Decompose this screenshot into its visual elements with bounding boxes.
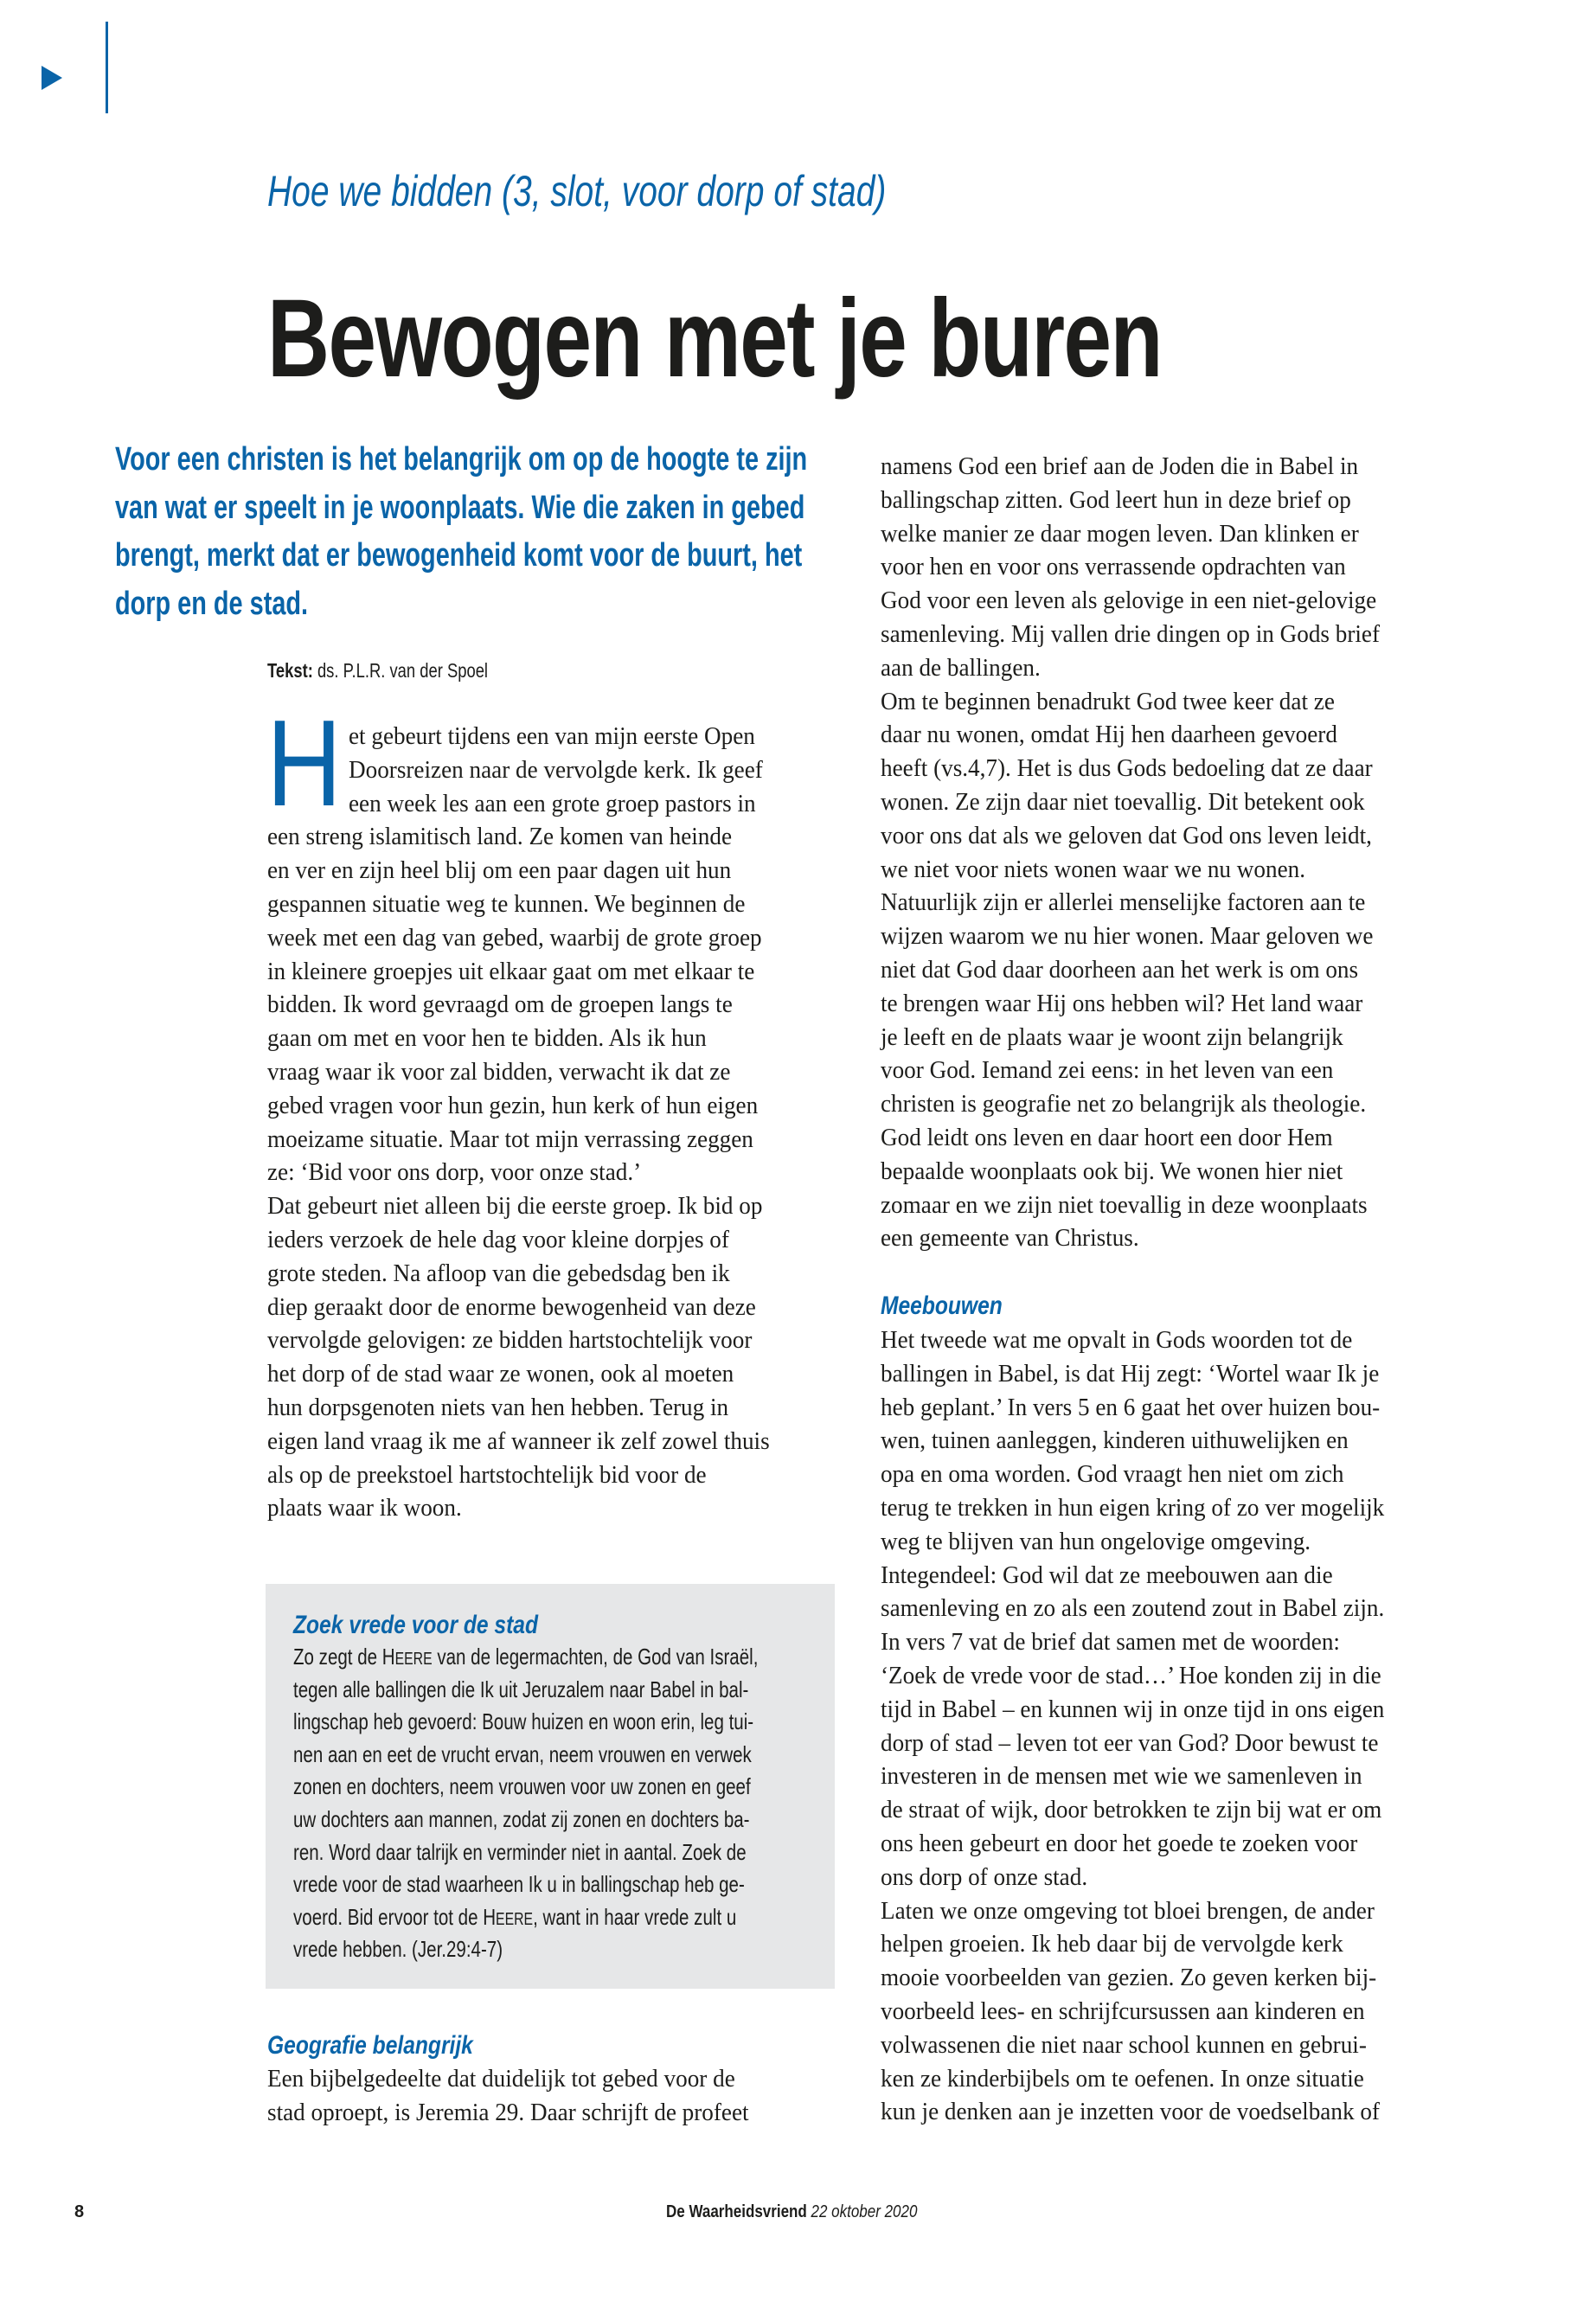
body-line: helpen groeien. Ik heb daar bij de vervolgde kerk: [881, 1931, 1343, 1958]
publication-name: De Waarheidsvriend: [666, 2202, 807, 2221]
body-line: Laten we onze omgeving tot bloei brengen, de ander: [881, 1897, 1375, 1925]
series-kicker: Hoe we bidden (3, slot, voor dorp of stad): [267, 167, 887, 215]
body-line: Een bijbelgedeelte dat duidelijk tot gebed voor de: [267, 2066, 735, 2093]
body-line: christen is geografie net zo belangrijk als theologie.: [881, 1091, 1367, 1118]
body-line: in kleinere groepjes uit elkaar gaat om met elkaar te: [267, 958, 755, 985]
body-line: vervolgde gelovigen: ze bidden hartstochtelijk voor: [267, 1327, 753, 1355]
box-line: uw dochters aan mannen, zodat zij zonen en dochters ba-: [293, 1806, 750, 1832]
body-line: de straat of wijk, door betrokken te zijn bij wat er om: [881, 1797, 1382, 1824]
body-line: ieders verzoek de hele dag voor kleine dorpjes of: [267, 1227, 729, 1253]
body-line: terug te trekken in hun eigen kring of zo ver mogelijk: [881, 1495, 1385, 1522]
body-line: niet dat God daar doorheen aan het werk is om ons: [881, 957, 1359, 984]
body-line: welke manier ze daar mogen leven. Dan klinken er: [881, 520, 1359, 548]
body-line: weg te blijven van hun ongelovige omgeving.: [881, 1528, 1311, 1555]
body-line: stad oproept, is Jeremia 29. Daar schrijft de profeet: [267, 2099, 749, 2126]
body-line: plaats waar ik woon.: [267, 1495, 462, 1522]
box-line: Zo zegt de HEERE van de legermachten, de God van Israël,: [293, 1644, 759, 1670]
body-line: het dorp of de stad waar ze wonen, ook al moeten: [267, 1361, 734, 1388]
body-line: vraag waar ik voor zal bidden, verwacht ik dat ze: [267, 1059, 731, 1086]
body-line: daar nu wonen, omdat Hij hen daarheen gevoerd: [881, 721, 1337, 749]
body-line: en ver en zijn heel blij om een paar dagen uit hun: [267, 857, 732, 885]
section-heading-geografie: Geografie belangrijk: [267, 2031, 473, 2060]
lead-line: Voor een christen is het belangrijk om op de hoogte te zijn: [115, 441, 808, 478]
body-line: Natuurlijk zijn er allerlei menselijke factoren aan te: [881, 889, 1366, 917]
body-line: gespannen situatie weg te kunnen. We beginnen de: [267, 891, 746, 918]
body-line: een gemeente van Christus.: [881, 1225, 1139, 1253]
body-line: voorbeeld lees- en schrijfcursussen aan kinderen en: [881, 1998, 1365, 2025]
body-line: ballingschap zitten. God leert hun in deze brief op: [881, 486, 1351, 514]
body-line: wonen. Ze zijn daar niet toevallig. Dit betekent ook: [881, 789, 1365, 816]
body-line: et gebeurt tijdens een van mijn eerste Open: [349, 723, 755, 750]
body-line: investeren in de mensen met wie we samenleven in: [881, 1763, 1362, 1791]
body-line: zomaar en we zijn niet toevallig in deze woonplaats: [881, 1191, 1368, 1219]
box-line: vrede hebben. (Jer.29:4-7): [293, 1936, 503, 1963]
body-line: hun dorpsgenoten niets van hen hebben. Terug in: [267, 1394, 729, 1421]
body-line: kun je denken aan je inzetten voor de voedselbank of: [881, 2099, 1380, 2126]
body-line: tijd in Babel – en kunnen wij in onze tijd in ons eigen: [881, 1695, 1385, 1723]
body-line: een streng islamitisch land. Ze komen van heinde: [267, 824, 733, 851]
body-line: voor God. Iemand zei eens: in het leven van een: [881, 1057, 1334, 1085]
body-line: ‘Zoek de vrede voor de stad…’ Hoe konden zij in die: [881, 1663, 1381, 1689]
body-line: ze: ‘Bid voor ons dorp, voor onze stad.’: [267, 1159, 642, 1187]
body-line: mooie voorbeelden van gezien. Zo geven kerken bij-: [881, 1965, 1377, 1992]
body-line: ons heen gebeurt en door het goede te zoeken voor: [881, 1830, 1358, 1857]
body-line: Om te beginnen benadrukt God twee keer dat ze: [881, 688, 1335, 715]
sidebar-box-heading: Zoek vrede voor de stad: [293, 1611, 539, 1639]
body-line: volwassenen die niet naar school kunnen en gebrui-: [881, 2031, 1367, 2059]
footer-publication: [666, 2202, 917, 2222]
lead-line: dorp en de stad.: [115, 585, 309, 622]
body-line: voor hen en voor ons verrassende opdrachten van: [881, 554, 1346, 581]
body-line: samenleving. Mij vallen drie dingen op in Gods brief: [881, 621, 1381, 648]
body-line: ballingen in Babel, is dat Hij zegt: ‘Wortel waar Ik je: [881, 1360, 1380, 1388]
box-line: vrede voor de stad waarheen Ik u in ballingschap heb ge-: [293, 1871, 745, 1898]
section-heading-meebouwen: Meebouwen: [881, 1292, 1003, 1320]
box-line: nen aan en eet de vrucht ervan, neem vrouwen en verwek: [293, 1740, 752, 1767]
section-marker-triangle-icon: [42, 66, 62, 90]
byline-label: Tekst:: [267, 659, 313, 682]
body-line: In vers 7 vat de brief dat samen met de woorden:: [881, 1629, 1340, 1657]
body-line: Het tweede wat me opvalt in Gods woorden tot de: [881, 1327, 1353, 1354]
lead-line: van wat er speelt in je woonplaats. Wie die zaken in gebed: [115, 489, 805, 526]
lead-line: brengt, merkt dat er bewogenheid komt voor de buurt, het: [115, 537, 803, 574]
body-line: namens God een brief aan de Joden die in Babel in: [881, 453, 1359, 480]
body-line: je leeft en de plaats waar je woont zijn belangrijk: [881, 1023, 1343, 1051]
body-line: dorp of stad – leven tot eer van God? Door bewust te: [881, 1729, 1379, 1757]
body-line: wijzen waarom we nu hier wonen. Maar geloven we: [881, 923, 1374, 951]
publication-date: 22 oktober 2020: [811, 2202, 918, 2221]
body-line: ons dorp of onze stad.: [881, 1863, 1088, 1891]
byline-author: ds. P.L.R. van der Spoel: [317, 659, 489, 682]
article-title: Bewogen met je buren: [267, 277, 1162, 401]
box-line: ren. Word daar talrijk en verminder niet in aantal. Zoek de: [293, 1838, 747, 1865]
body-line: voor ons dat als we geloven dat God ons leven leidt,: [881, 822, 1372, 849]
body-line: God voor een leven als gelovige in een niet-gelovige: [881, 587, 1377, 615]
box-line: voerd. Bid ervoor tot de HEERE, want in haar vrede zult u: [293, 1903, 737, 1930]
byline: [267, 659, 488, 683]
body-line: Doorsreizen naar de vervolgde kerk. Ik geef: [349, 756, 763, 784]
body-line: te brengen waar Hij ons hebben wil? Het land waar: [881, 990, 1363, 1017]
body-line: samenleving en zo als een zoutend zout in Babel zijn.: [881, 1595, 1385, 1623]
body-line: heeft (vs.4,7). Het is dus Gods bedoeling dat ze daar: [881, 755, 1373, 783]
box-line: lingschap heb gevoerd: Bouw huizen en woon erin, leg tui-: [293, 1708, 754, 1735]
body-line: week met een dag van gebed, waarbij de grote groep: [267, 924, 762, 952]
body-line: bepaalde woonplaats ook bij. We wonen hier niet: [881, 1157, 1343, 1185]
body-line: wen, tuinen aanleggen, kinderen uithuwelijken en: [881, 1427, 1349, 1455]
body-line: eigen land vraag ik me af wanneer ik zelf zowel thuis: [267, 1427, 770, 1455]
box-line: tegen alle ballingen die Ik uit Jeruzalem naar Babel in bal-: [293, 1676, 749, 1702]
body-line: God leidt ons leven en daar hoort een door Hem: [881, 1125, 1333, 1151]
body-line: gebed vragen voor hun gezin, hun kerk of hun eigen: [267, 1092, 759, 1119]
body-line: moeizame situatie. Maar tot mijn verrassing zeggen: [267, 1125, 753, 1153]
body-line: opa en oma worden. God vraagt hen niet om zich: [881, 1461, 1344, 1489]
body-line: we niet voor niets wonen waar we nu wonen.: [881, 856, 1306, 883]
box-line: zonen en dochters, neem vrouwen voor uw zonen en geef: [293, 1773, 751, 1800]
body-line: aan de ballingen.: [881, 654, 1041, 682]
body-line: ken ze kinderbijbels om te oefenen. In onze situatie: [881, 2065, 1364, 2093]
drop-cap: H: [266, 695, 343, 832]
body-line: diep geraakt door de enorme bewogenheid van deze: [267, 1293, 756, 1321]
body-line: Integendeel: God wil dat ze meebouwen aan die: [881, 1561, 1333, 1589]
body-line: gaan om met en voor hen te bidden. Als ik hun: [267, 1025, 707, 1053]
body-line: grote steden. Na afloop van die gebedsdag ben ik: [267, 1259, 730, 1287]
section-marker-line: [106, 22, 108, 113]
page-number: 8: [74, 2202, 85, 2221]
body-line: Dat gebeurt niet alleen bij die eerste groep. Ik bid op: [267, 1193, 763, 1221]
body-line: als op de preekstoel hartstochtelijk bid voor de: [267, 1461, 707, 1489]
body-line: heb geplant.’ In vers 5 en 6 gaat het over huizen bou-: [881, 1394, 1381, 1421]
body-line: een week les aan een grote groep pastors in: [349, 790, 756, 817]
body-line: bidden. Ik word gevraagd om de groepen langs te: [267, 991, 733, 1019]
